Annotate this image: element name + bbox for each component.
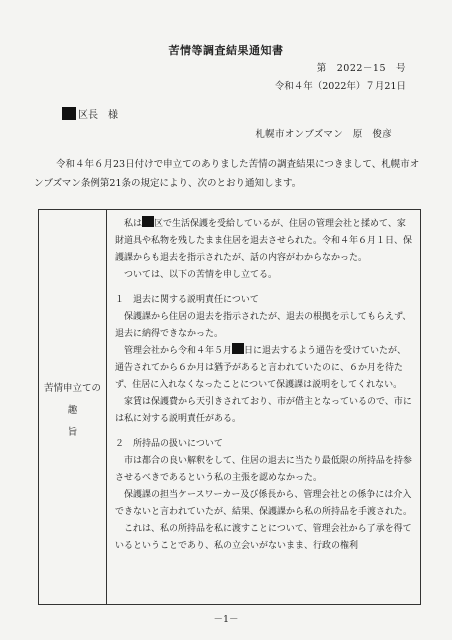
intro-paragraph: 令和４年６月23日付けで申立てのありました苦情の調査結果につきまして、札幌市オンブズマン条例第21条の規定により、次のとおり通知します。 bbox=[34, 159, 420, 189]
complaint-paragraph-2: ついては、以下の苦情を申し立てる。 bbox=[124, 270, 278, 280]
section-2-heading: ２ 所持品の扱いについて bbox=[115, 439, 223, 449]
document-date: 令和４年（2022年）７月21日 bbox=[274, 81, 406, 92]
table-divider bbox=[106, 210, 107, 604]
section-1-paragraph-1: 保護課から住居の退去を指示されたが、退去の根拠を示してもらえず、退去に納得できなかった。 bbox=[115, 312, 412, 339]
section-2-paragraph-2: 保護課の担当ケースワーカー及び係長から、管理会社との係争には介入できないと言われていたが、結果、保護課から私の所持品を手渡された。 bbox=[115, 490, 413, 517]
section-1-heading: １ 退去に関する説明責任について bbox=[115, 295, 259, 305]
complaint-paragraph-1: 私は 区で生活保護を受給しているが、住居の管理会社と揉めて、家財道具や私物を残したまま住居を退去させられた。令和４年６月１日、保護課からも退去を指示されたが、話の内容がわからなかった。 bbox=[115, 216, 413, 267]
sender: 札幌市オンブズマン 原 俊彦 bbox=[255, 129, 392, 140]
section-1-paragraph-2: 管理会社から令和４年５月 日に退去するよう通告を受けていたが、通告されてから６か月は猶予があると言われていたのに、６か月を待たず、住居に入れなくなったことについて保護課は説明をしてくれない。 bbox=[115, 343, 413, 394]
redaction-block bbox=[142, 216, 154, 227]
section-2-paragraph-3: これは、私の所持品を私に渡すことについて、管理会社から了承を得ているということであり、私の立会いがないまま、行政の権利 bbox=[115, 524, 412, 551]
document-number: 第 2022－15 号 bbox=[316, 63, 406, 74]
table-row-label bbox=[39, 378, 106, 444]
addressee-text: 区長 様 bbox=[78, 110, 118, 121]
addressee bbox=[62, 106, 118, 121]
label-line-2: 趣旨 bbox=[67, 405, 100, 438]
document-title: 苦情等調査結果通知書 bbox=[168, 44, 284, 57]
redaction-block bbox=[62, 107, 76, 120]
label-line-1: 苦情申立ての bbox=[43, 383, 101, 394]
section-1-paragraph-3: 家賃は保護費から天引きされており、市が借主となっているので、市には私に対する説明責任がある。 bbox=[115, 397, 412, 424]
complaint-content bbox=[115, 216, 413, 555]
page-number: －1－ bbox=[213, 614, 239, 625]
section-2-paragraph-1: 市は都合の良い解釈をして、住居の退去に当たり最低限の所持品を持参させるべきであるという私の主張を認めなかった。 bbox=[115, 456, 412, 483]
redaction-block bbox=[232, 343, 244, 354]
complaint-table bbox=[38, 209, 421, 605]
